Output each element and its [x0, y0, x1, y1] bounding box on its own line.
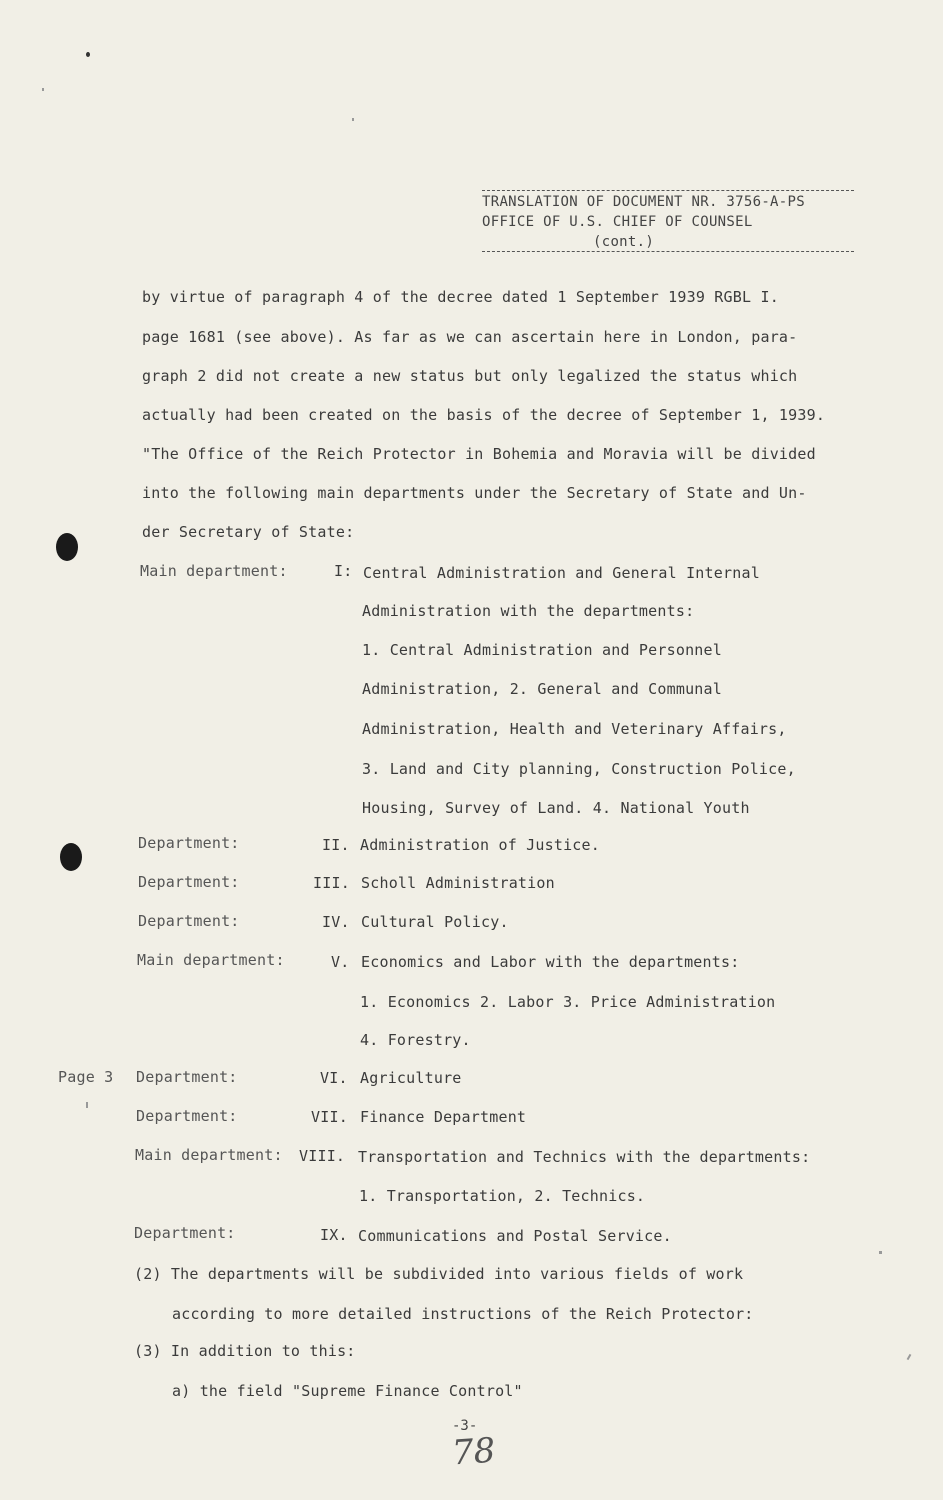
body-line: page 1681 (see above). As far as we can ascertain here in London, para- [142, 328, 798, 346]
speck [42, 88, 44, 91]
dept-label: Department: [138, 912, 240, 930]
dept-line: Communications and Postal Service. [358, 1227, 672, 1245]
dept-label: Main department: [140, 562, 288, 580]
dept-label: Main department: [137, 951, 285, 969]
dept-label: Department: [136, 1068, 238, 1086]
dept-line: Administration with the departments: [362, 602, 695, 620]
dept-line: 3. Land and City planning, Construction Police, [362, 760, 796, 778]
dept-label: Main department: [135, 1146, 283, 1164]
dept-line: Administration, 2. General and Communal [362, 680, 722, 698]
body-line: by virtue of paragraph 4 of the decree dated 1 September 1939 RGBL I. [142, 288, 779, 306]
body-line: "The Office of the Reich Protector in Bohemia and Moravia will be divided [142, 445, 816, 463]
dept-line: Housing, Survey of Land. 4. National Youth [362, 799, 750, 817]
handwritten-page-number: 78 [450, 1430, 497, 1474]
page-number: -3- [452, 1418, 478, 1434]
header-top-rule [482, 190, 854, 191]
speck [907, 1354, 912, 1360]
dept-number: VIII. [299, 1147, 346, 1165]
punch-hole [60, 843, 82, 871]
dept-line: Central Administration and General Internal [363, 564, 760, 582]
dept-number: IV. [322, 913, 350, 931]
dept-number: III. [313, 874, 350, 892]
dept-number: I: [334, 562, 353, 580]
header-title: TRANSLATION OF DOCUMENT NR. 3756-A-PS [482, 194, 805, 210]
dept-label: Department: [138, 834, 240, 852]
header-cont: (cont.) [593, 234, 655, 250]
dept-line: 1. Economics 2. Labor 3. Price Administration [360, 993, 776, 1011]
tail-line: according to more detailed instructions of the Reich Protector: [172, 1305, 754, 1323]
dept-line: Administration of Justice. [360, 836, 600, 854]
header-office: OFFICE OF U.S. CHIEF OF COUNSEL [482, 214, 753, 230]
dept-line: 4. Forestry. [360, 1031, 471, 1049]
dept-label: Department: [134, 1224, 236, 1242]
body-line: graph 2 did not create a new status but only legalized the status which [142, 367, 798, 385]
header-bottom-rule [482, 251, 854, 252]
margin-page-note: Page 3 [58, 1068, 114, 1086]
dept-line: Economics and Labor with the departments: [361, 953, 740, 971]
dept-line: Finance Department [360, 1108, 527, 1126]
body-line: actually had been created on the basis of the decree of September 1, 1939. [142, 406, 826, 424]
speck [879, 1251, 882, 1254]
tail-line: (2) The departments will be subdivided into various fields of work [134, 1265, 744, 1283]
dept-number: II. [322, 836, 350, 854]
dept-number: IX. [320, 1226, 348, 1244]
dept-number: V. [331, 953, 350, 971]
dept-line: Agriculture [360, 1069, 462, 1087]
speck [86, 52, 90, 57]
dept-line: Scholl Administration [361, 874, 555, 892]
dept-line: Administration, Health and Veterinary Affairs, [362, 720, 787, 738]
dept-number: VI. [320, 1069, 348, 1087]
punch-hole [56, 533, 78, 561]
body-line: into the following main departments under the Secretary of State and Un- [142, 484, 807, 502]
tail-line: (3) In addition to this: [134, 1342, 356, 1360]
speck [352, 118, 354, 121]
dept-label: Department: [136, 1107, 238, 1125]
dept-line: Transportation and Technics with the departments: [358, 1148, 811, 1166]
body-line: der Secretary of State: [142, 523, 355, 541]
dept-line: Cultural Policy. [361, 913, 509, 931]
speck [86, 1102, 88, 1108]
dept-line: 1. Central Administration and Personnel [362, 641, 722, 659]
dept-line: 1. Transportation, 2. Technics. [359, 1187, 646, 1205]
tail-line: a) the field "Supreme Finance Control" [172, 1382, 523, 1400]
dept-number: VII. [311, 1108, 348, 1126]
dept-label: Department: [138, 873, 240, 891]
